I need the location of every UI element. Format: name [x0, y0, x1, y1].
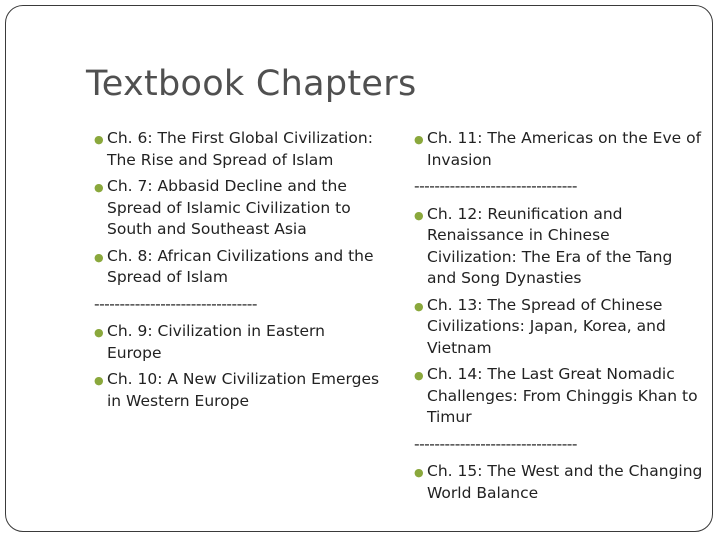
chapter-text: Ch. 10: A New Civilization Emerges in Western Europe: [107, 370, 380, 410]
chapter-text: Ch. 13: The Spread of Chinese Civilizations: Japan, Korea, and Vietnam: [427, 295, 666, 357]
chapter-text: Ch. 12: Reunification and Renaissance in Chinese Civilization: The Era of the Tang and Song Dynasties: [427, 204, 673, 287]
chapter-text: Ch. 6: The First Global Civilization: The Rise and Spread of Islam: [107, 129, 373, 169]
chapter-item: [414, 461, 704, 504]
chapter-item: [414, 128, 704, 171]
circle-bullet-icon: ●: [94, 374, 104, 387]
chapter-text: Ch. 9: Civilization in Eastern Europe: [107, 322, 325, 362]
section-divider: --------------------------------: [414, 177, 577, 195]
circle-bullet-icon: ●: [414, 466, 424, 479]
circle-bullet-icon: ●: [94, 326, 104, 339]
chapter-item: [94, 128, 384, 171]
chapter-item: [94, 369, 384, 412]
circle-bullet-icon: ●: [94, 133, 104, 146]
chapter-text: Ch. 11: The Americas on the Eve of Invasion: [427, 129, 702, 169]
right-column: [414, 128, 704, 509]
chapter-item: [94, 321, 384, 364]
chapter-text: Ch. 14: The Last Great Nomadic Challenges: From Chinggis Khan to Timur: [427, 365, 698, 426]
chapter-item: [414, 204, 704, 290]
chapter-item: [414, 295, 704, 360]
circle-bullet-icon: ●: [414, 369, 424, 382]
chapter-item: [414, 364, 704, 429]
circle-bullet-icon: ●: [414, 133, 424, 146]
circle-bullet-icon: ●: [94, 181, 104, 194]
slide-title: Textbook Chapters: [86, 64, 417, 104]
chapter-text: Ch. 7: Abbasid Decline and the Spread of Islamic Civilization to South and Southeast Asia: [107, 177, 351, 238]
section-divider: --------------------------------: [94, 294, 257, 313]
chapter-item: [94, 176, 384, 241]
circle-bullet-icon: ●: [94, 250, 104, 264]
chapter-text: Ch. 8: African Civilizations and the Spread of Islam: [107, 246, 374, 286]
section-divider: --------------------------------: [414, 434, 577, 453]
chapter-item: [94, 246, 384, 289]
left-column: [94, 128, 384, 417]
circle-bullet-icon: ●: [414, 208, 424, 222]
circle-bullet-icon: ●: [414, 299, 424, 313]
chapter-text: Ch. 15: The West and the Changing World Balance: [427, 462, 703, 502]
slide-frame: [5, 5, 713, 532]
